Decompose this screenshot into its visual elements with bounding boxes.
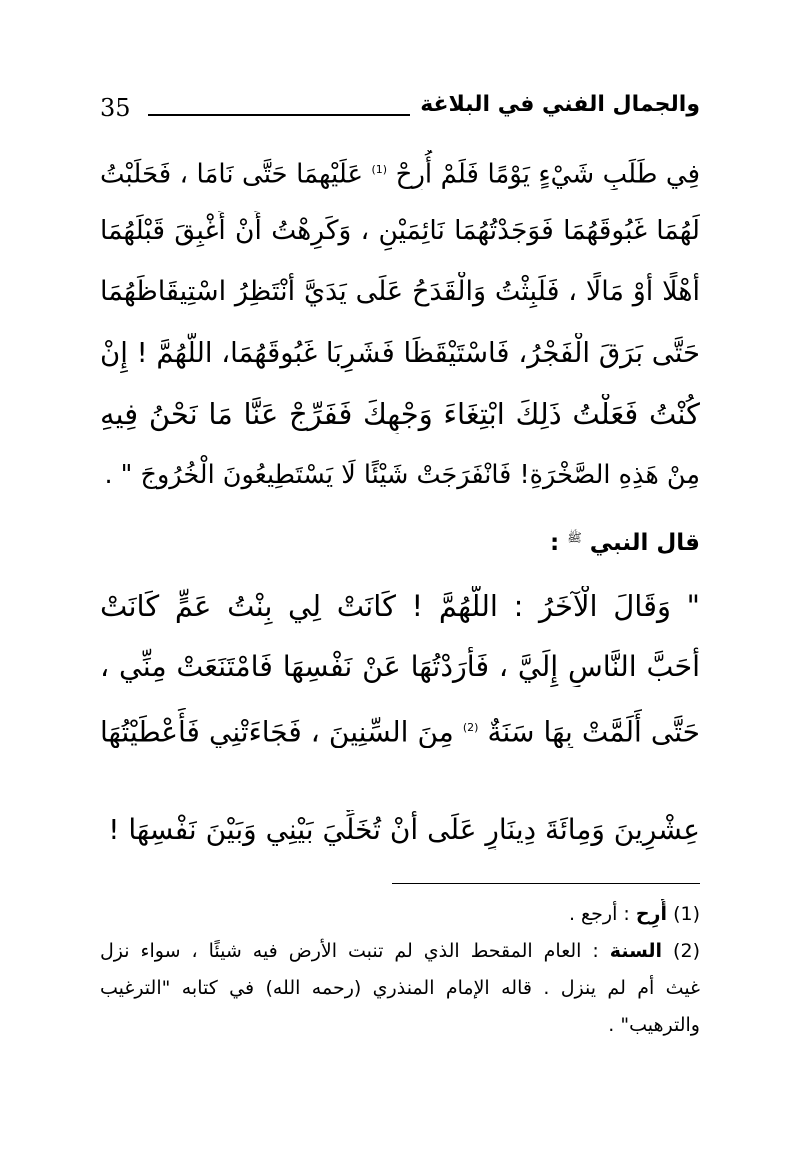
body-line: أَهْلًا أَوْ مَالًا ، فَلَبِثْتُ وَالْقَدَحُ عَلَى يَدَيَّ أَنْتَظِرُ اسْتِيقَاظَهُمَا (100, 276, 700, 307)
footnote-2: (2) السنة : العام المقحط الذي لم تنبت الأرض فيه شيئًا ، سواء نزل (100, 940, 700, 962)
body-line: عِشْرِينَ وَمِائَةَ دِينَارٍ عَلَى أَنْ تُخَلِّيَ بَيْنِي وَبَيْنَ نَفْسِهَا ! (108, 813, 700, 846)
pbuh-symbol: ﷺ (567, 530, 582, 545)
body-line: حَتَّى أَلَمَّتْ بِهَا سَنَةٌ $^{(2)}$ مِنَ السِّنِينَ ، فَجَاءَتْنِي فَأَعْطَيْتُهَا (100, 715, 700, 748)
body-line: فِي طَلَبِ شَيْءٍ يَوْمًا فَلَمْ أُرِحْ $^{(1)}$ عَلَيْهِمَا حَتَّى نَامَا ، فَحَلَبْتُ (100, 159, 700, 190)
running-header (100, 92, 700, 128)
footnote-2-cont: والترهيب" . (608, 1014, 700, 1036)
footnote-2-cont: غيث أم لم ينزل . قاله الإمام المنذري (رحمه الله) في كتابه "الترغيب (100, 977, 700, 999)
footnote-ref-2[interactable]: (2) (462, 721, 479, 734)
footnote-rule (392, 883, 700, 884)
footnote-ref-1[interactable]: (1) (371, 163, 388, 176)
body-line: كُنْتُ فَعَلْتُ ذَلِكَ ابْتِغَاءَ وَجْهِكَ فَفَرِّجْ عَنَّا مَا نَحْنُ فِيهِ (100, 397, 700, 431)
book-title: والجمال الفني في البلاغة (420, 92, 700, 117)
header-rule (148, 114, 410, 116)
section-subheading: قال النبي $^ﷺ$ : (550, 530, 700, 556)
page-number: 35 (100, 94, 131, 122)
body-line: مِنْ هَذِهِ الصَّخْرَةِ! فَانْفَرَجَتْ شَيْئًا لَا يَسْتَطِيعُونَ الْخُرُوجَ " . (104, 460, 700, 490)
body-line: لَهُمَا غَبُوقَهُمَا فَوَجَدْتُهُمَا نَائِمَيْنِ ، وَكَرِهْتُ أَنْ أَغْبِقَ قَبْلَهُمَا (100, 215, 700, 246)
footnote-1: (1) أُرِح : أرجع . (568, 903, 700, 925)
body-line: " وَقَالَ الْآخَرُ : اللَّهُمَّ ! كَانَتْ لِي بِنْتُ عَمٍّ كَانَتْ (100, 589, 700, 623)
body-line: أَحَبَّ النَّاسِ إِلَيَّ ، فَأَرَدْتُهَا عَنْ نَفْسِهَا فَامْتَنَعَتْ مِنِّي ، (100, 650, 700, 683)
body-line: حَتَّى بَرَقَ الْفَجْرُ، فَاسْتَيْقَظَا فَشَرِبَا غَبُوقَهُمَا، اللَّهُمَّ ! إِنْ (100, 337, 700, 369)
